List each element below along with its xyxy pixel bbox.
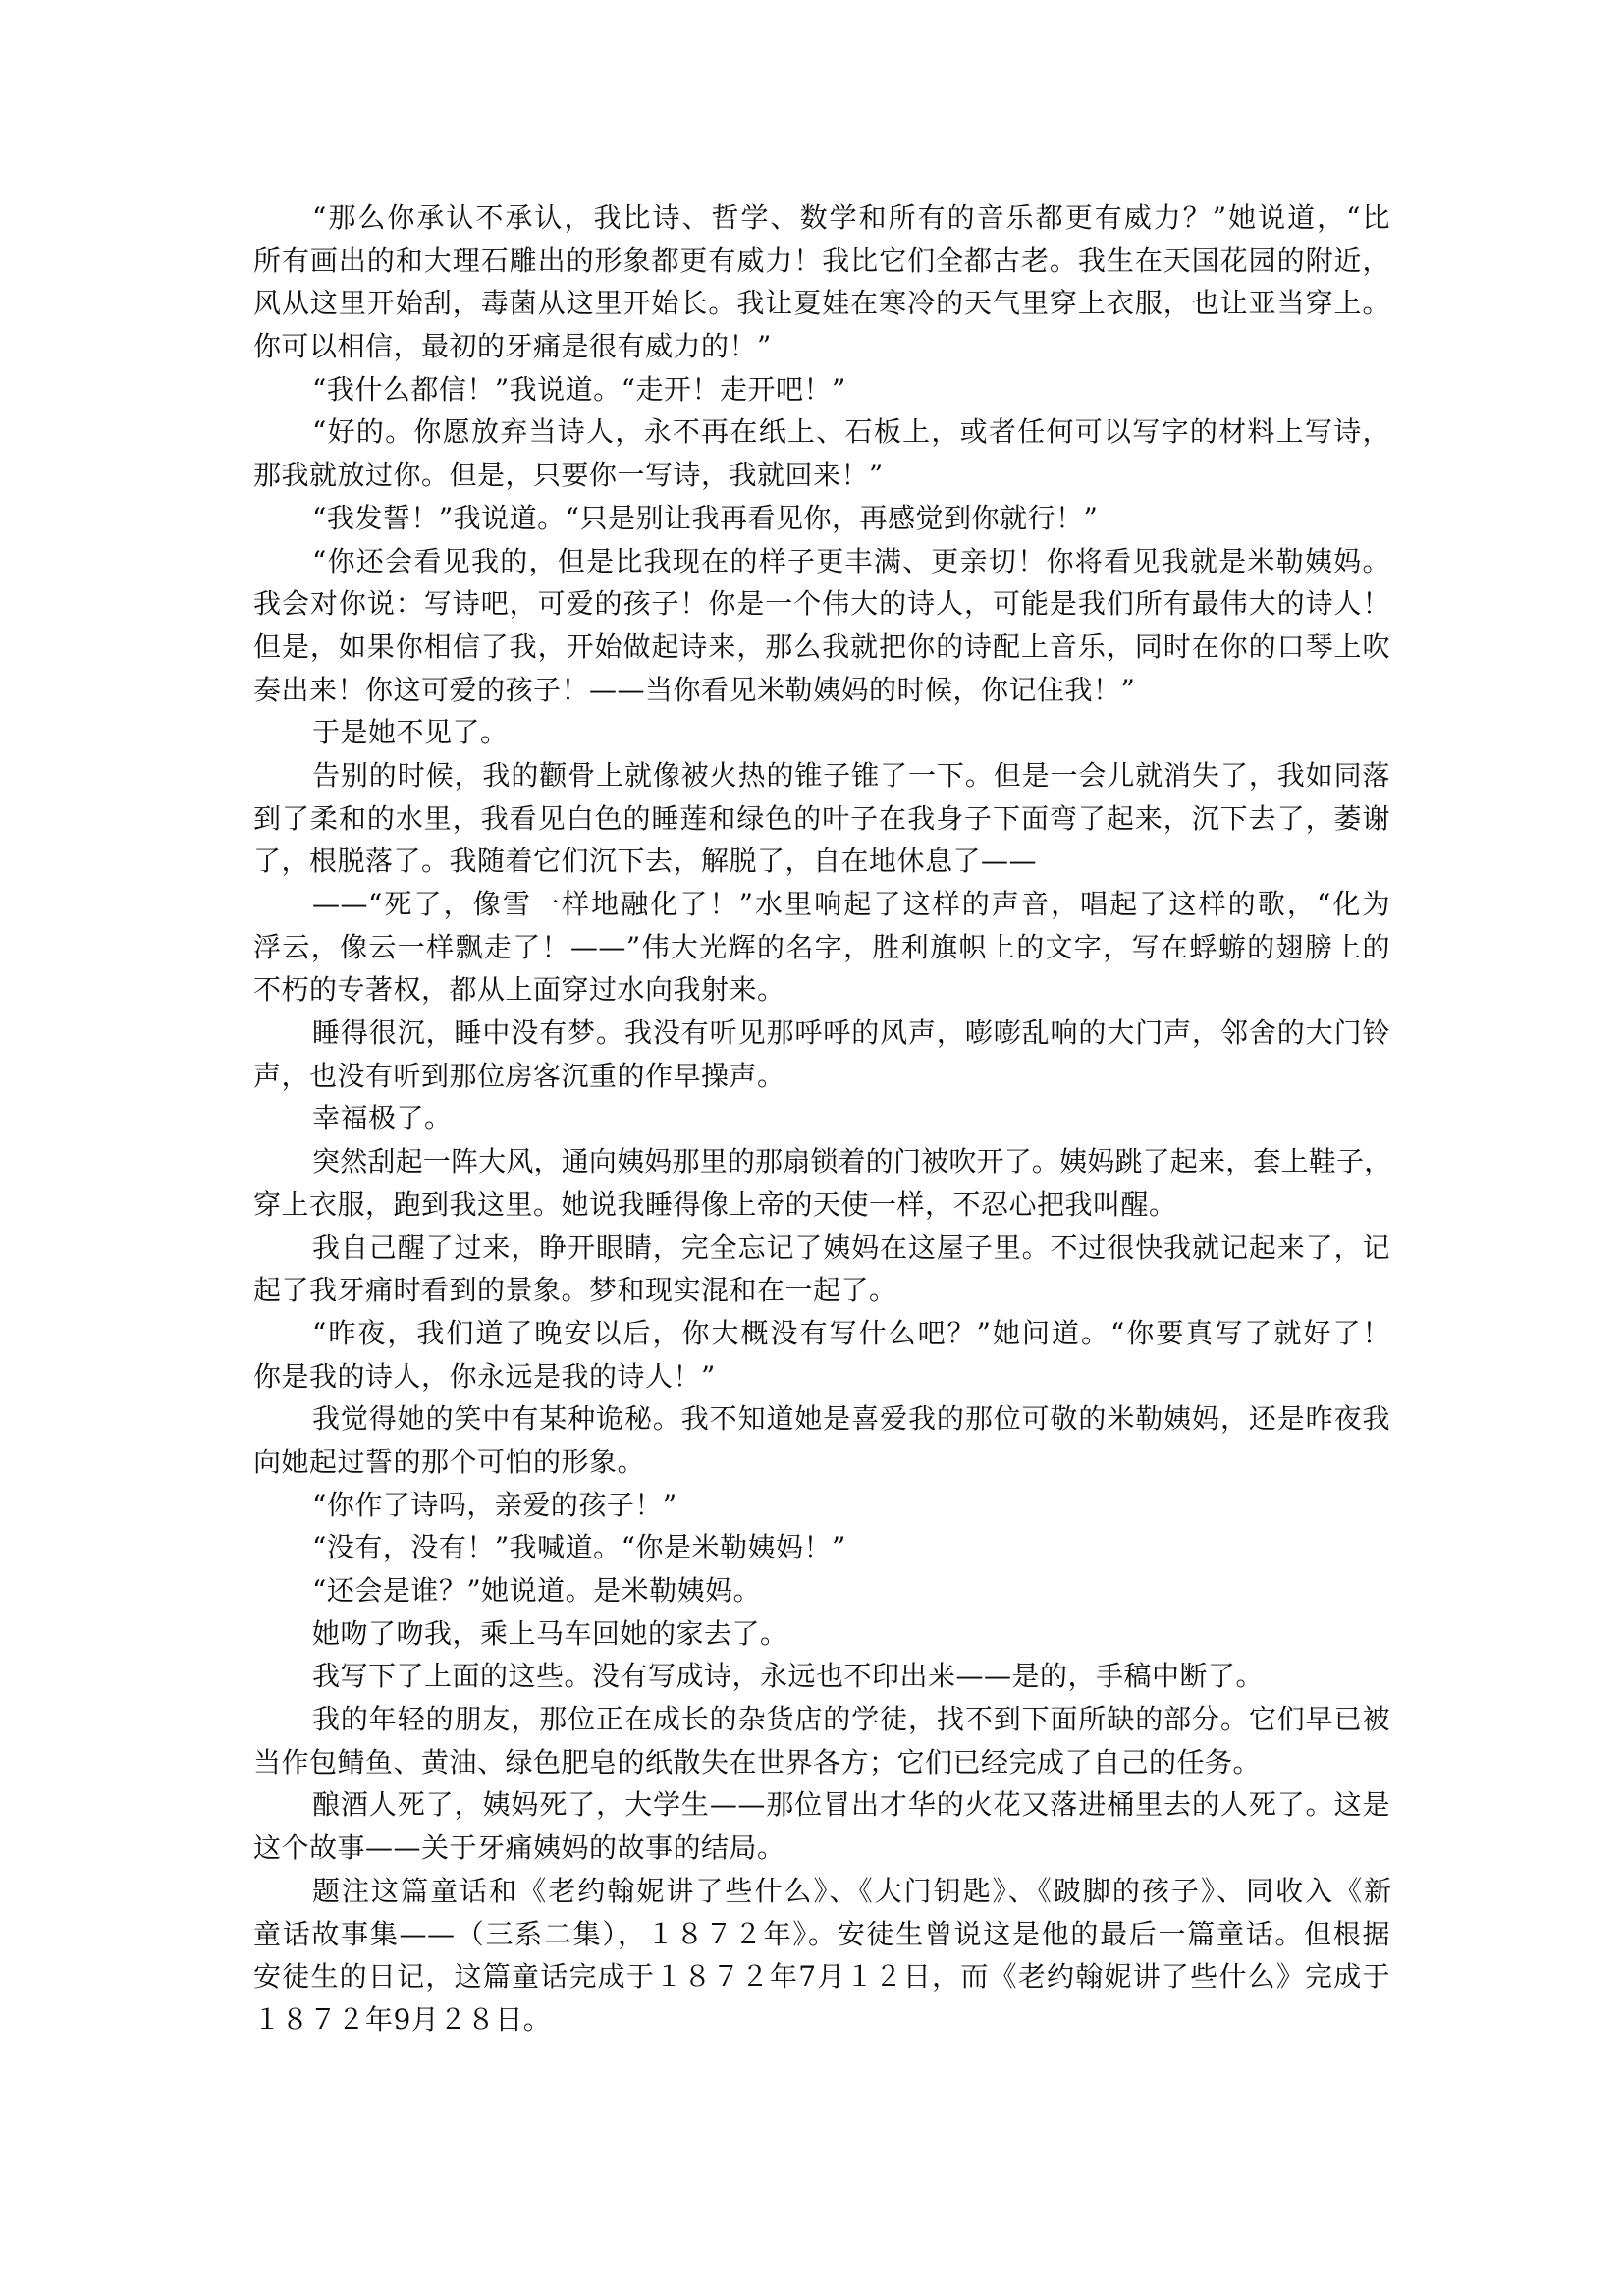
text-line: 题注这篇童话和《老约翰妮讲了些什么》、《大门钥匙》、《跛脚的孩子》、同收入《新	[312, 1874, 1390, 1907]
text-line: 声，也没有听到那位房客沉重的作早操声。	[253, 1059, 785, 1092]
text-line: 安徒生的日记，这篇童话完成于１８７２年7月１２日，而《老约翰妮讲了些什么》完成于	[253, 1960, 1390, 1994]
text-line: “我发誓！”我说道。“只是别让我再看见你，再感觉到你就行！”	[312, 501, 1099, 534]
text-line: 这个故事——关于牙痛姨妈的故事的结局。	[253, 1831, 785, 1865]
paragraph	[253, 1397, 1390, 1483]
text-line: 我会对你说：写诗吧，可爱的孩子！你是一个伟大的诗人，可能是我们所有最伟大的诗人！	[253, 587, 1390, 621]
text-line: 我觉得她的笑中有某种诡秘。我不知道她是喜爱我的那位可敬的米勒姨妈，还是昨夜我	[312, 1402, 1390, 1436]
paragraph	[253, 1312, 1390, 1397]
text-line: “好的。你愿放弃当诗人，永不再在纸上、石板上，或者任何可以写字的材料上写诗，	[312, 415, 1390, 449]
paragraph	[253, 1783, 1390, 1869]
text-line: 当作包鲭鱼、黄油、绿色肥皂的纸散失在世界各方；它们已经完成了自己的任务。	[253, 1745, 1262, 1778]
paragraph	[253, 1140, 1390, 1226]
paragraph	[253, 1698, 1390, 1783]
text-line: 不朽的专著权，都从上面穿过水向我射来。	[253, 973, 785, 1007]
text-line: 向她起过誓的那个可怕的形象。	[253, 1445, 646, 1478]
text-line: 到了柔和的水里，我看见白色的睡莲和绿色的叶子在我身子下面弯了起来，沉下去了，萎谢	[253, 801, 1390, 835]
text-line: ——“死了，像雪一样地融化了！”水里响起了这样的声音，唱起了这样的歌，“化为	[312, 888, 1390, 920]
paragraph	[253, 368, 1390, 411]
text-line: 穿上衣服，跑到我这里。她说我睡得像上帝的天使一样，不忍心把我叫醒。	[253, 1187, 1177, 1221]
paragraph	[253, 1484, 1390, 1527]
paragraph	[253, 1613, 1390, 1656]
text-line: 风从这里开始刮，毒菌从这里开始长。我让夏娃在寒冷的天气里穿上衣服，也让亚当穿上。	[253, 287, 1390, 320]
text-line: 童话故事集——（三系二集），１８７２年》。安徒生曾说这是他的最后一篇童话。但根据	[253, 1917, 1390, 1950]
text-line: 了，根脱落了。我随着它们沉下去，解脱了，自在地休息了——	[253, 845, 1038, 878]
paragraph	[253, 1569, 1390, 1613]
text-line: 于是她不见了。	[312, 716, 509, 749]
paragraph	[253, 1227, 1390, 1312]
paragraph	[253, 754, 1390, 883]
text-line: 睡得很沉，睡中没有梦。我没有听见那呼呼的风声，嘭嘭乱响的大门声，邻舍的大门铃	[312, 1016, 1390, 1050]
text-line: 那我就放过你。但是，只要你一写诗，我就回来！”	[253, 459, 884, 492]
text-line: 我写下了上面的这些。没有写成诗，永远也不印出来——是的，手稿中断了。	[312, 1660, 1265, 1693]
text-line: 突然刮起一阵大风，通向姨妈那里的那扇锁着的门被吹开了。姨妈跳了起来，套上鞋子，	[312, 1145, 1390, 1178]
text-line: “昨夜，我们道了晚安以后，你大概没有写什么吧？”她问道。“你要真写了就好了！	[312, 1316, 1390, 1349]
text-line: 我自己醒了过来，睁开眼睛，完全忘记了姨妈在这屋子里。不过很快我就记起来了，记	[312, 1230, 1390, 1264]
text-line: 我的年轻的朋友，那位正在成长的杂货店的学徒，找不到下面所缺的部分。它们早已被	[312, 1703, 1390, 1736]
text-line: 幸福极了。	[312, 1102, 453, 1135]
text-line: “你还会看见我的，但是比我现在的样子更丰满、更亲切！你将看见我就是米勒姨妈。	[312, 544, 1390, 577]
paragraph	[253, 883, 1390, 1011]
text-line: 所有画出的和大理石雕出的形象都更有威力！我比它们全都古老。我生在天国花园的附近，	[253, 244, 1390, 277]
annotation-paragraph	[253, 1870, 1390, 2042]
text-line: “没有，没有！”我喊道。“你是米勒姨妈！”	[312, 1531, 846, 1564]
text-line: “还会是谁？”她说道。是米勒姨妈。	[312, 1574, 762, 1607]
paragraph	[253, 1011, 1390, 1097]
text-line: 奏出来！你这可爱的孩子！——当你看见米勒姨妈的时候，你记住我！”	[253, 673, 1136, 706]
paragraph	[253, 1655, 1390, 1698]
paragraph	[253, 711, 1390, 754]
paragraph	[253, 1526, 1390, 1569]
text-line: 告别的时候，我的颧骨上就像被火热的锥子锥了一下。但是一会儿就消失了，我如同落	[312, 758, 1390, 792]
body-text	[253, 196, 1390, 2042]
text-line: 你可以相信，最初的牙痛是很有威力的！”	[253, 330, 772, 363]
paragraph	[253, 196, 1390, 368]
paragraph	[253, 410, 1390, 496]
text-line: 酿酒人死了，姨妈死了，大学生——那位冒出才华的火花又落进桶里去的人死了。这是	[312, 1788, 1390, 1822]
text-line: 但是，如果你相信了我，开始做起诗来，那么我就把你的诗配上音乐，同时在你的口琴上吹	[253, 629, 1390, 663]
text-line: 浮云，像云一样飘走了！——”伟大光辉的名字，胜利旗帜上的文字，写在蜉蝣的翅膀上的	[253, 930, 1390, 963]
text-line: 你是我的诗人，你永远是我的诗人！”	[253, 1359, 716, 1393]
text-line: 她吻了吻我，乘上马车回她的家去了。	[312, 1616, 788, 1650]
paragraph	[253, 497, 1390, 540]
paragraph	[253, 540, 1390, 712]
text-line: “那么你承认不承认，我比诗、哲学、数学和所有的音乐都更有威力？”她说道，“比	[312, 201, 1390, 234]
paragraph	[253, 1097, 1390, 1140]
text-line: １８７２年9月２８日。	[253, 2002, 552, 2036]
text-line: 起了我牙痛时看到的景象。梦和现实混和在一起了。	[253, 1274, 897, 1307]
text-line: “你作了诗吗，亲爱的孩子！”	[312, 1488, 677, 1521]
text-line: “我什么都信！”我说道。“走开！走开吧！”	[312, 372, 846, 406]
